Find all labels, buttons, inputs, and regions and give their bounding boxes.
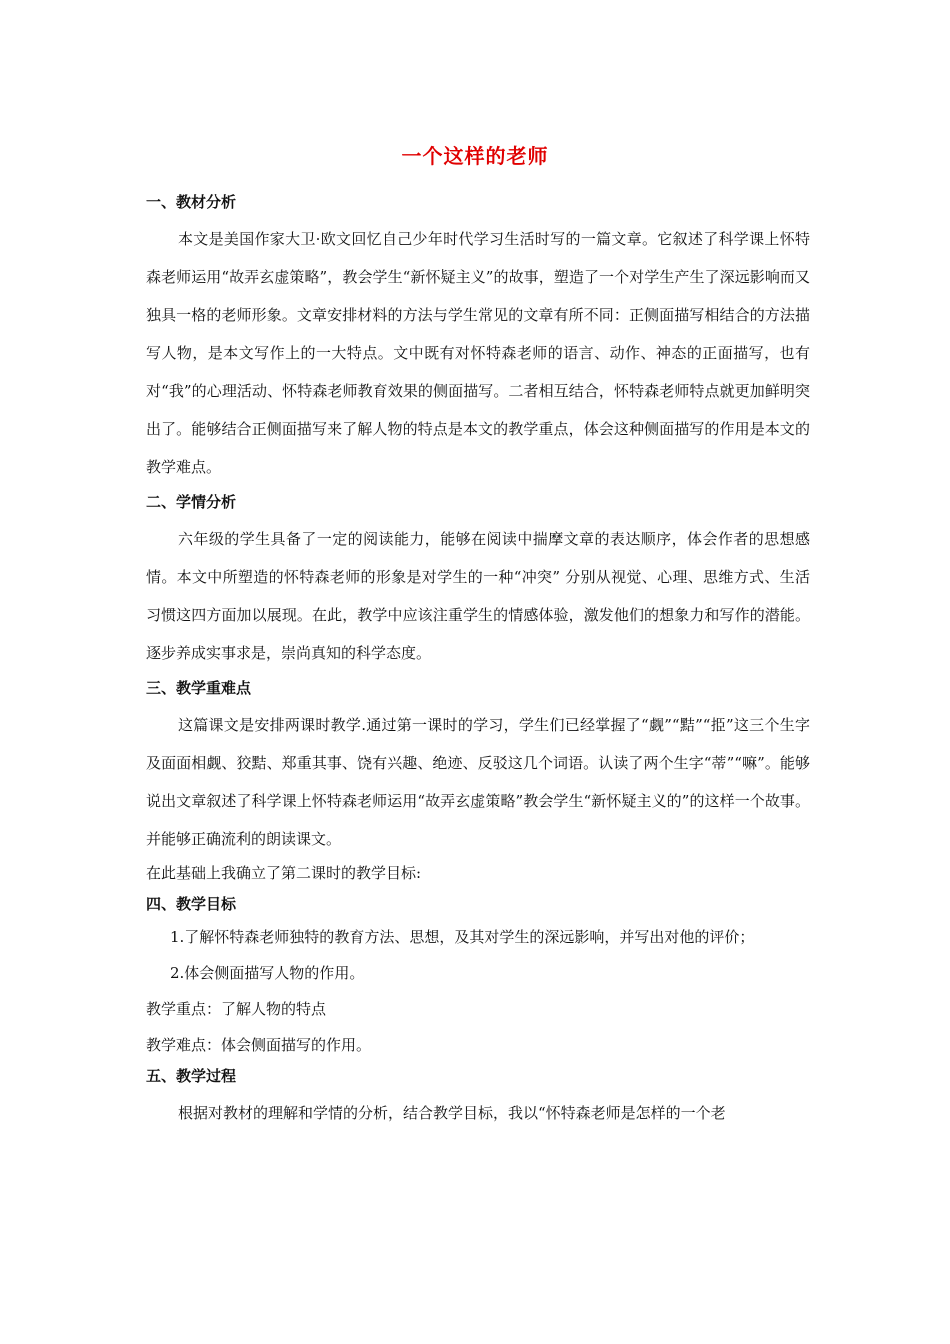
section-heading: 二、学情分析 — [146, 493, 237, 511]
document-body — [146, 188, 810, 1132]
document-title: 一个这样的老师 — [401, 144, 549, 168]
difficult-point-line: 教学难点：体会侧面描写的作用。 — [146, 1036, 372, 1054]
section-key-difficult-points — [146, 678, 810, 888]
section-paragraph: 六年级的学生具备了一定的阅读能力，能够在阅读中揣摩文章的表达顺序，体会作者的思想感情。本文中所塑造的怀特森老师的形象是对学生的一种“冲突” 分别从视觉、心理、思维方式、生活习惯这四方面加以展现。在此，教学中应该注重学生的情感体验，激发他们的想象力和写作的潜能。逐步养成实事求是，崇尚真知的科学态度。 — [146, 530, 810, 662]
section-heading: 三、教学重难点 — [146, 679, 252, 697]
section-textbook-analysis — [146, 192, 810, 486]
section-paragraph: 这篇课文是安排两课时教学.通过第一课时的学习，学生们已经掌握了“觑”“黠”“挋”这三个生字及面面相觑、狡黠、郑重其事、饶有兴趣、绝迹、反驳这几个词语。认读了两个生字“蒂”“嘛”。能够说出文章叙述了科学课上怀特森老师运用“故弄玄虚策略”教会学生“新怀疑主义的”的这样一个故事。并能够正确流利的朗读课文。 — [146, 716, 810, 848]
section-paragraph: 本文是美国作家大卫·欧文回忆自己少年时代学习生活时写的一篇文章。它叙述了科学课上怀特森老师运用“故弄玄虚策略”，教会学生“新怀疑主义”的故事，塑造了一个对学生产生了深远影响而又独具一格的老师形象。文章安排材料的方法与学生常见的文章有所不同：正侧面描写相结合的方法描写人物，是本文写作上的一大特点。文中既有对怀特森老师的语言、动作、神态的正面描写，也有对“我”的心理活动、怀特森老师教育效果的侧面描写。二者相互结合，怀特森老师特点就更加鲜明突出了。能够结合正侧面描写来了解人物的特点是本文的教学重点，体会这种侧面描写的作用是本文的教学难点。 — [146, 230, 810, 476]
section-teaching-process — [146, 1066, 810, 1132]
section-heading: 四、教学目标 — [146, 895, 237, 913]
section-heading: 一、教材分析 — [146, 193, 237, 211]
key-point-line: 教学重点：了解人物的特点 — [146, 1000, 327, 1018]
section-note: 在此基础上我确立了第二课时的教学目标: — [146, 864, 422, 882]
goal-item-1: 1.了解怀特森老师独特的教育方法、思想，及其对学生的深远影响，并写出对他的评价； — [170, 928, 755, 946]
section-paragraph: 根据对教材的理解和学情的分析，结合教学目标，我以“怀特森老师是怎样的一个老 — [178, 1104, 726, 1122]
section-teaching-goals — [146, 894, 810, 1060]
goal-item-2: 2.体会侧面描写人物的作用。 — [170, 964, 365, 982]
section-heading: 五、教学过程 — [146, 1067, 237, 1085]
section-student-analysis — [146, 492, 810, 672]
